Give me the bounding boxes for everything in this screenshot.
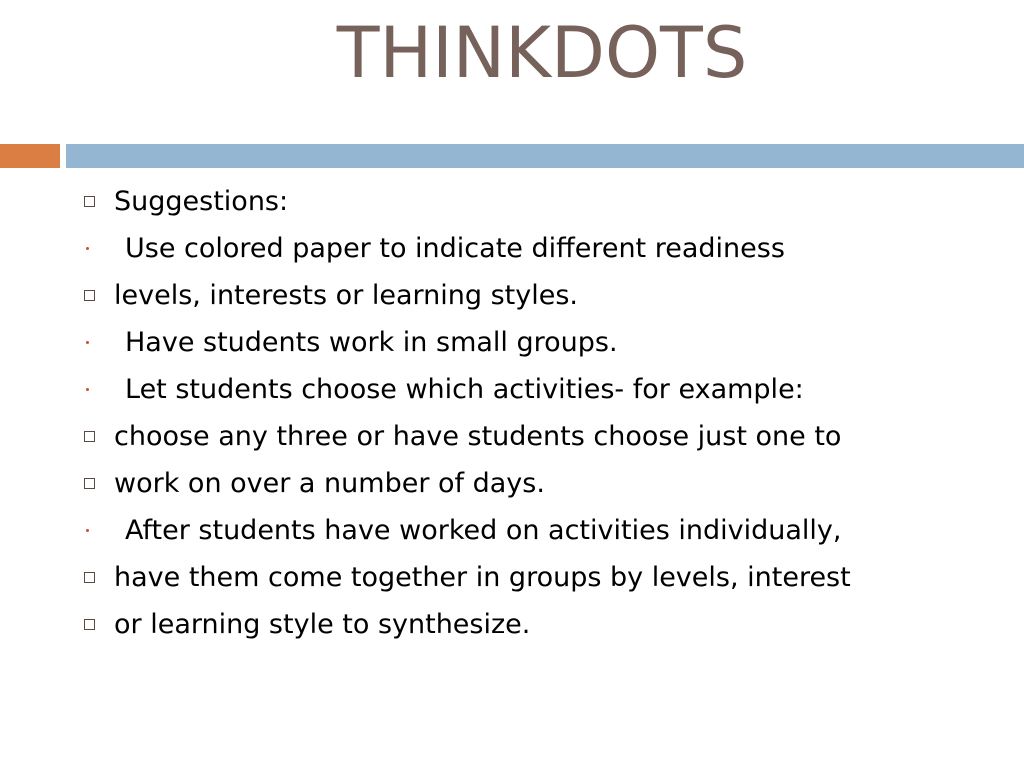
dot-bullet-icon: [86, 388, 89, 391]
bullet-text: After students have worked on activities individually,: [125, 515, 842, 546]
bullet-text: levels, interests or learning styles.: [114, 280, 578, 311]
bullet-item: [78, 178, 1008, 225]
square-bullet-icon: [84, 619, 95, 630]
bullet-item: [78, 554, 1008, 601]
bullet-item: [78, 413, 1008, 460]
bullet-item: [78, 366, 1008, 413]
slide-title: THINKDOTS: [336, 12, 748, 94]
bullet-text: choose any three or have students choose just one to: [114, 421, 842, 452]
bullet-text: have them come together in groups by levels, interest: [114, 562, 851, 593]
bullet-text: Have students work in small groups.: [125, 327, 618, 358]
bullet-item: [78, 319, 1008, 366]
square-bullet-icon: [84, 431, 95, 442]
header-divider-bar: [66, 144, 1024, 168]
bullet-text: Let students choose which activities- for example:: [125, 374, 804, 405]
bullet-item: [78, 272, 1008, 319]
bullet-item: [78, 460, 1008, 507]
square-bullet-icon: [84, 572, 95, 583]
accent-bar: [0, 144, 60, 168]
square-bullet-icon: [84, 196, 95, 207]
dot-bullet-icon: [86, 341, 89, 344]
bullet-text: Suggestions:: [114, 186, 289, 217]
bullet-list: [78, 178, 1008, 648]
bullet-text: work on over a number of days.: [114, 468, 545, 499]
bullet-text: Use colored paper to indicate different readiness: [125, 233, 785, 264]
bullet-item: [78, 507, 1008, 554]
bullet-item: [78, 225, 1008, 272]
square-bullet-icon: [84, 478, 95, 489]
dot-bullet-icon: [86, 529, 89, 532]
bullet-item: [78, 601, 1008, 648]
bullet-text: or learning style to synthesize.: [114, 609, 531, 640]
dot-bullet-icon: [86, 247, 89, 250]
square-bullet-icon: [84, 290, 95, 301]
